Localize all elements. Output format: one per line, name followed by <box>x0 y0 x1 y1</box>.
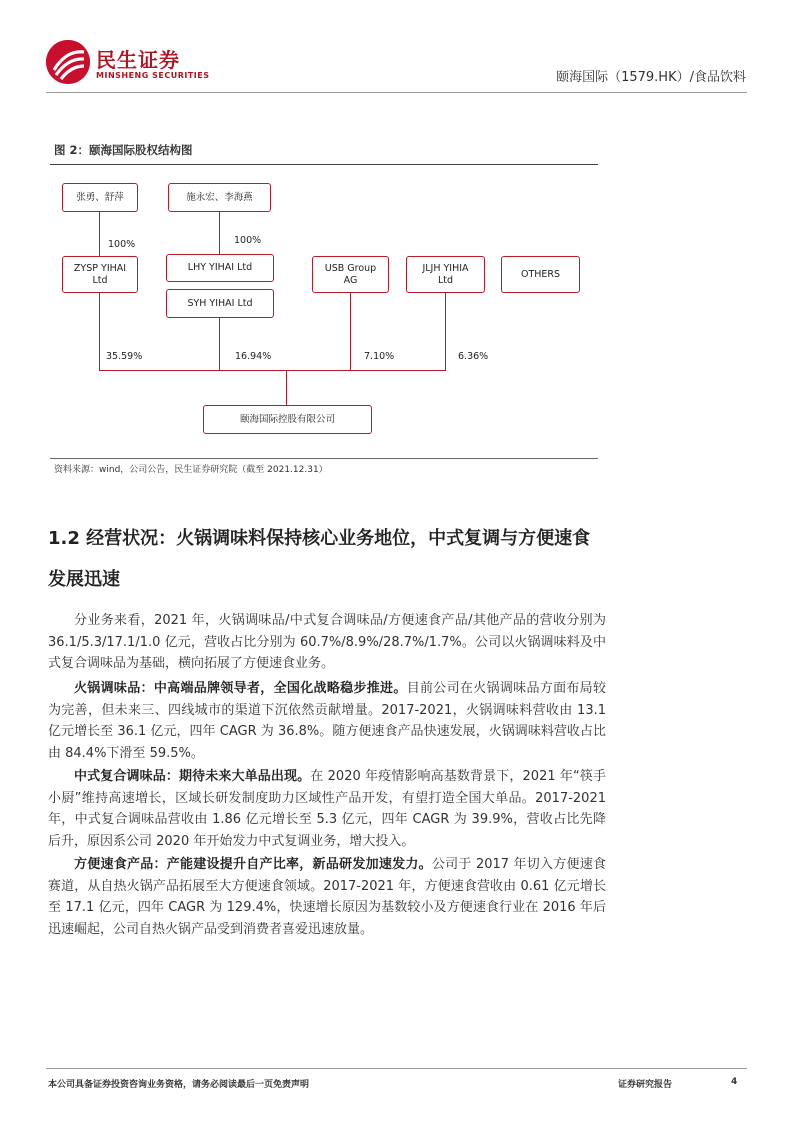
pct-zhang-zysp: 100% <box>108 239 136 250</box>
node-others: OTHERS <box>501 256 580 293</box>
logo-text-en: MINSHENG SECURITIES <box>96 71 210 80</box>
paragraph-instant-food <box>48 854 606 940</box>
logo-icon <box>46 40 90 84</box>
line-jljh-bus <box>445 293 446 370</box>
pct-jljh: 6.36% <box>458 351 489 362</box>
line-shi-lhy <box>219 212 220 254</box>
figure-top-rule <box>50 164 598 165</box>
line-usb-bus <box>350 293 351 370</box>
footer-divider <box>46 1068 747 1069</box>
line-syh-bus <box>219 318 220 370</box>
node-company: 颐海国际控股有限公司 <box>203 405 372 434</box>
node-zysp: ZYSP YIHAI Ltd <box>62 256 138 293</box>
paragraph-business-overview <box>48 610 606 675</box>
figure-source: 资料来源：wind，公司公告，民生证券研究院（截至 2021.12.31） <box>54 465 328 475</box>
footer-disclaimer: 本公司具备证券投资咨询业务资格，请务必阅读最后一页免责声明 <box>48 1080 310 1090</box>
figure-bottom-rule <box>50 458 598 459</box>
logo-text-cn: 民生证券 <box>96 48 180 72</box>
paragraph-hotpot <box>48 678 606 764</box>
page-number: 4 <box>731 1077 738 1087</box>
pct-shi-lhy: 100% <box>234 235 262 246</box>
line-bus-company <box>286 370 287 405</box>
node-zhang-shu: 张勇、舒萍 <box>62 183 138 212</box>
header-divider <box>46 92 747 93</box>
pct-zysp: 35.59% <box>106 351 143 362</box>
paragraph-lead: 火锅调味品：中高端品牌领导者，全国化战略稳步推进。 <box>74 681 407 696</box>
paragraph-text: 公司于 2017 年切入方便速食赛道，从自热火锅产品拓展至大方便速食领域。2017-2021 年，方便速食营收由 0.61 亿元增长至 17.1 亿元，四年 CAGR 为 129.4%，快速增长原因为基数较小及方便速食行业在 2016 年后迅速崛起，公司自热火锅产品受到消费者喜爱迅速放量。 <box>48 857 606 937</box>
footer-report-type: 证券研究报告 <box>618 1080 673 1090</box>
ownership-bus-line <box>99 370 446 371</box>
paragraph-lead: 中式复合调味品：期待未来大单品出现。 <box>74 769 311 784</box>
paragraph-lead: 方便速食产品：产能建设提升自产比率，新品研发加速发力。 <box>74 857 432 872</box>
node-syh: SYH YIHAI Ltd <box>166 289 274 318</box>
section-heading-line1: 1.2 经营状况：火锅调味料保持核心业务地位，中式复调与方便速食 <box>48 528 591 549</box>
node-jljh: JLJH YIHIA Ltd <box>406 256 485 293</box>
paragraph-text: 分业务来看，2021 年，火锅调味品/中式复合调味品/方便速食产品/其他产品的营收分别为 36.1/5.3/17.1/1.0 亿元，营收占比分别为 60.7%/8.9%/28.7%/1.7%。公司以火锅调味料及中式复合调味品为基础，横向拓展了方便速食业务。 <box>48 613 606 671</box>
line-zysp-bus <box>99 293 100 370</box>
report-tag: 颐海国际（1579.HK）/食品饮料 <box>556 70 746 85</box>
pct-syh: 16.94% <box>235 351 272 362</box>
node-lhy: LHY YIHAI Ltd <box>166 254 274 282</box>
figure-title: 图 2：颐海国际股权结构图 <box>54 143 193 157</box>
node-shi-li: 施永宏、李海燕 <box>168 183 271 212</box>
paragraph-text: 在 2020 年疫情影响高基数背景下，2021 年“筷手小厨”维持高速增长，区域长研发制度助力区域性产品开发，有望打造全国大单品。2017-2021 年，中式复合调味品营收由 1.86 亿元增长至 5.3 亿元，四年 CAGR 为 39.9%，营收占比先降后升，原因系公司 2020 年开始发力中式复调业务，增大投入。 <box>48 769 606 849</box>
pct-usb: 7.10% <box>364 351 395 362</box>
paragraph-chinese-seasoning <box>48 766 606 852</box>
paragraph-text: 目前公司在火锅调味品方面布局较为完善，但未来三、四线城市的渠道下沉依然贡献增量。2017-2021，火锅调味料营收由 13.1 亿元增长至 36.1 亿元，四年 CAGR 为 36.8%。随方便速食产品快速发展，火锅调味料营收占比由 84.4%下滑至 59.5%。 <box>48 681 606 761</box>
section-heading-line2: 发展迅速 <box>48 569 120 590</box>
node-usb: USB Group AG <box>312 256 389 293</box>
line-zhang-zysp <box>99 212 100 260</box>
